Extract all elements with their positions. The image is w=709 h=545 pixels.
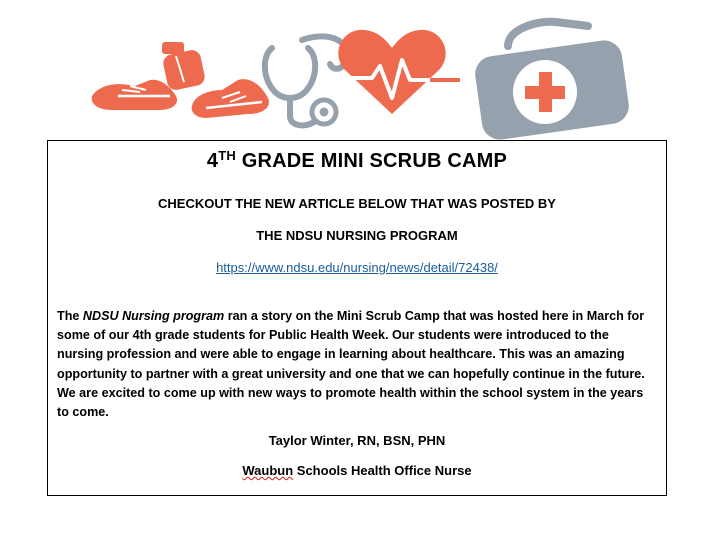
flyer-box bbox=[47, 140, 667, 496]
stethoscope-icon bbox=[265, 36, 347, 125]
program-name: NDSU Nursing program bbox=[82, 309, 225, 323]
page-title: 4TH GRADE MINI SCRUB CAMP bbox=[206, 148, 508, 172]
signature-office: Waubun Schools Health Office Nurse bbox=[242, 463, 472, 478]
subtitle-line-2: THE NDSU NURSING PROGRAM bbox=[256, 228, 458, 243]
signature-name: Taylor Winter, RN, BSN, PHN bbox=[268, 433, 446, 448]
subtitle-line-1: CHECKOUT THE NEW ARTICLE BELOW THAT WAS POSTED BY bbox=[158, 196, 556, 211]
heartbeat-icon bbox=[338, 30, 460, 114]
running-shoe-icon bbox=[92, 80, 177, 110]
title-superscript: TH bbox=[218, 148, 236, 163]
first-aid-kit-icon bbox=[473, 22, 631, 140]
article-link[interactable]: https://www.ndsu.edu/nursing/news/detail/72438/ bbox=[216, 260, 498, 275]
health-banner bbox=[0, 0, 709, 140]
running-shoe-icon bbox=[192, 79, 269, 118]
article-summary: The NDSU Nursing program ran a story on the Mini Scrub Camp that was hosted here in March for some of our 4th grade students for Public Health Week. Our students were introduced to the nursing profession and were able to engage in learning about healthcare. This was an amazing opportunity to partner with a great university and one that we can hopefully continue in the future. We are excited to come up with new ways to promote health within the school system in the years to come. bbox=[57, 309, 645, 420]
water-bottle-icon bbox=[162, 42, 207, 92]
